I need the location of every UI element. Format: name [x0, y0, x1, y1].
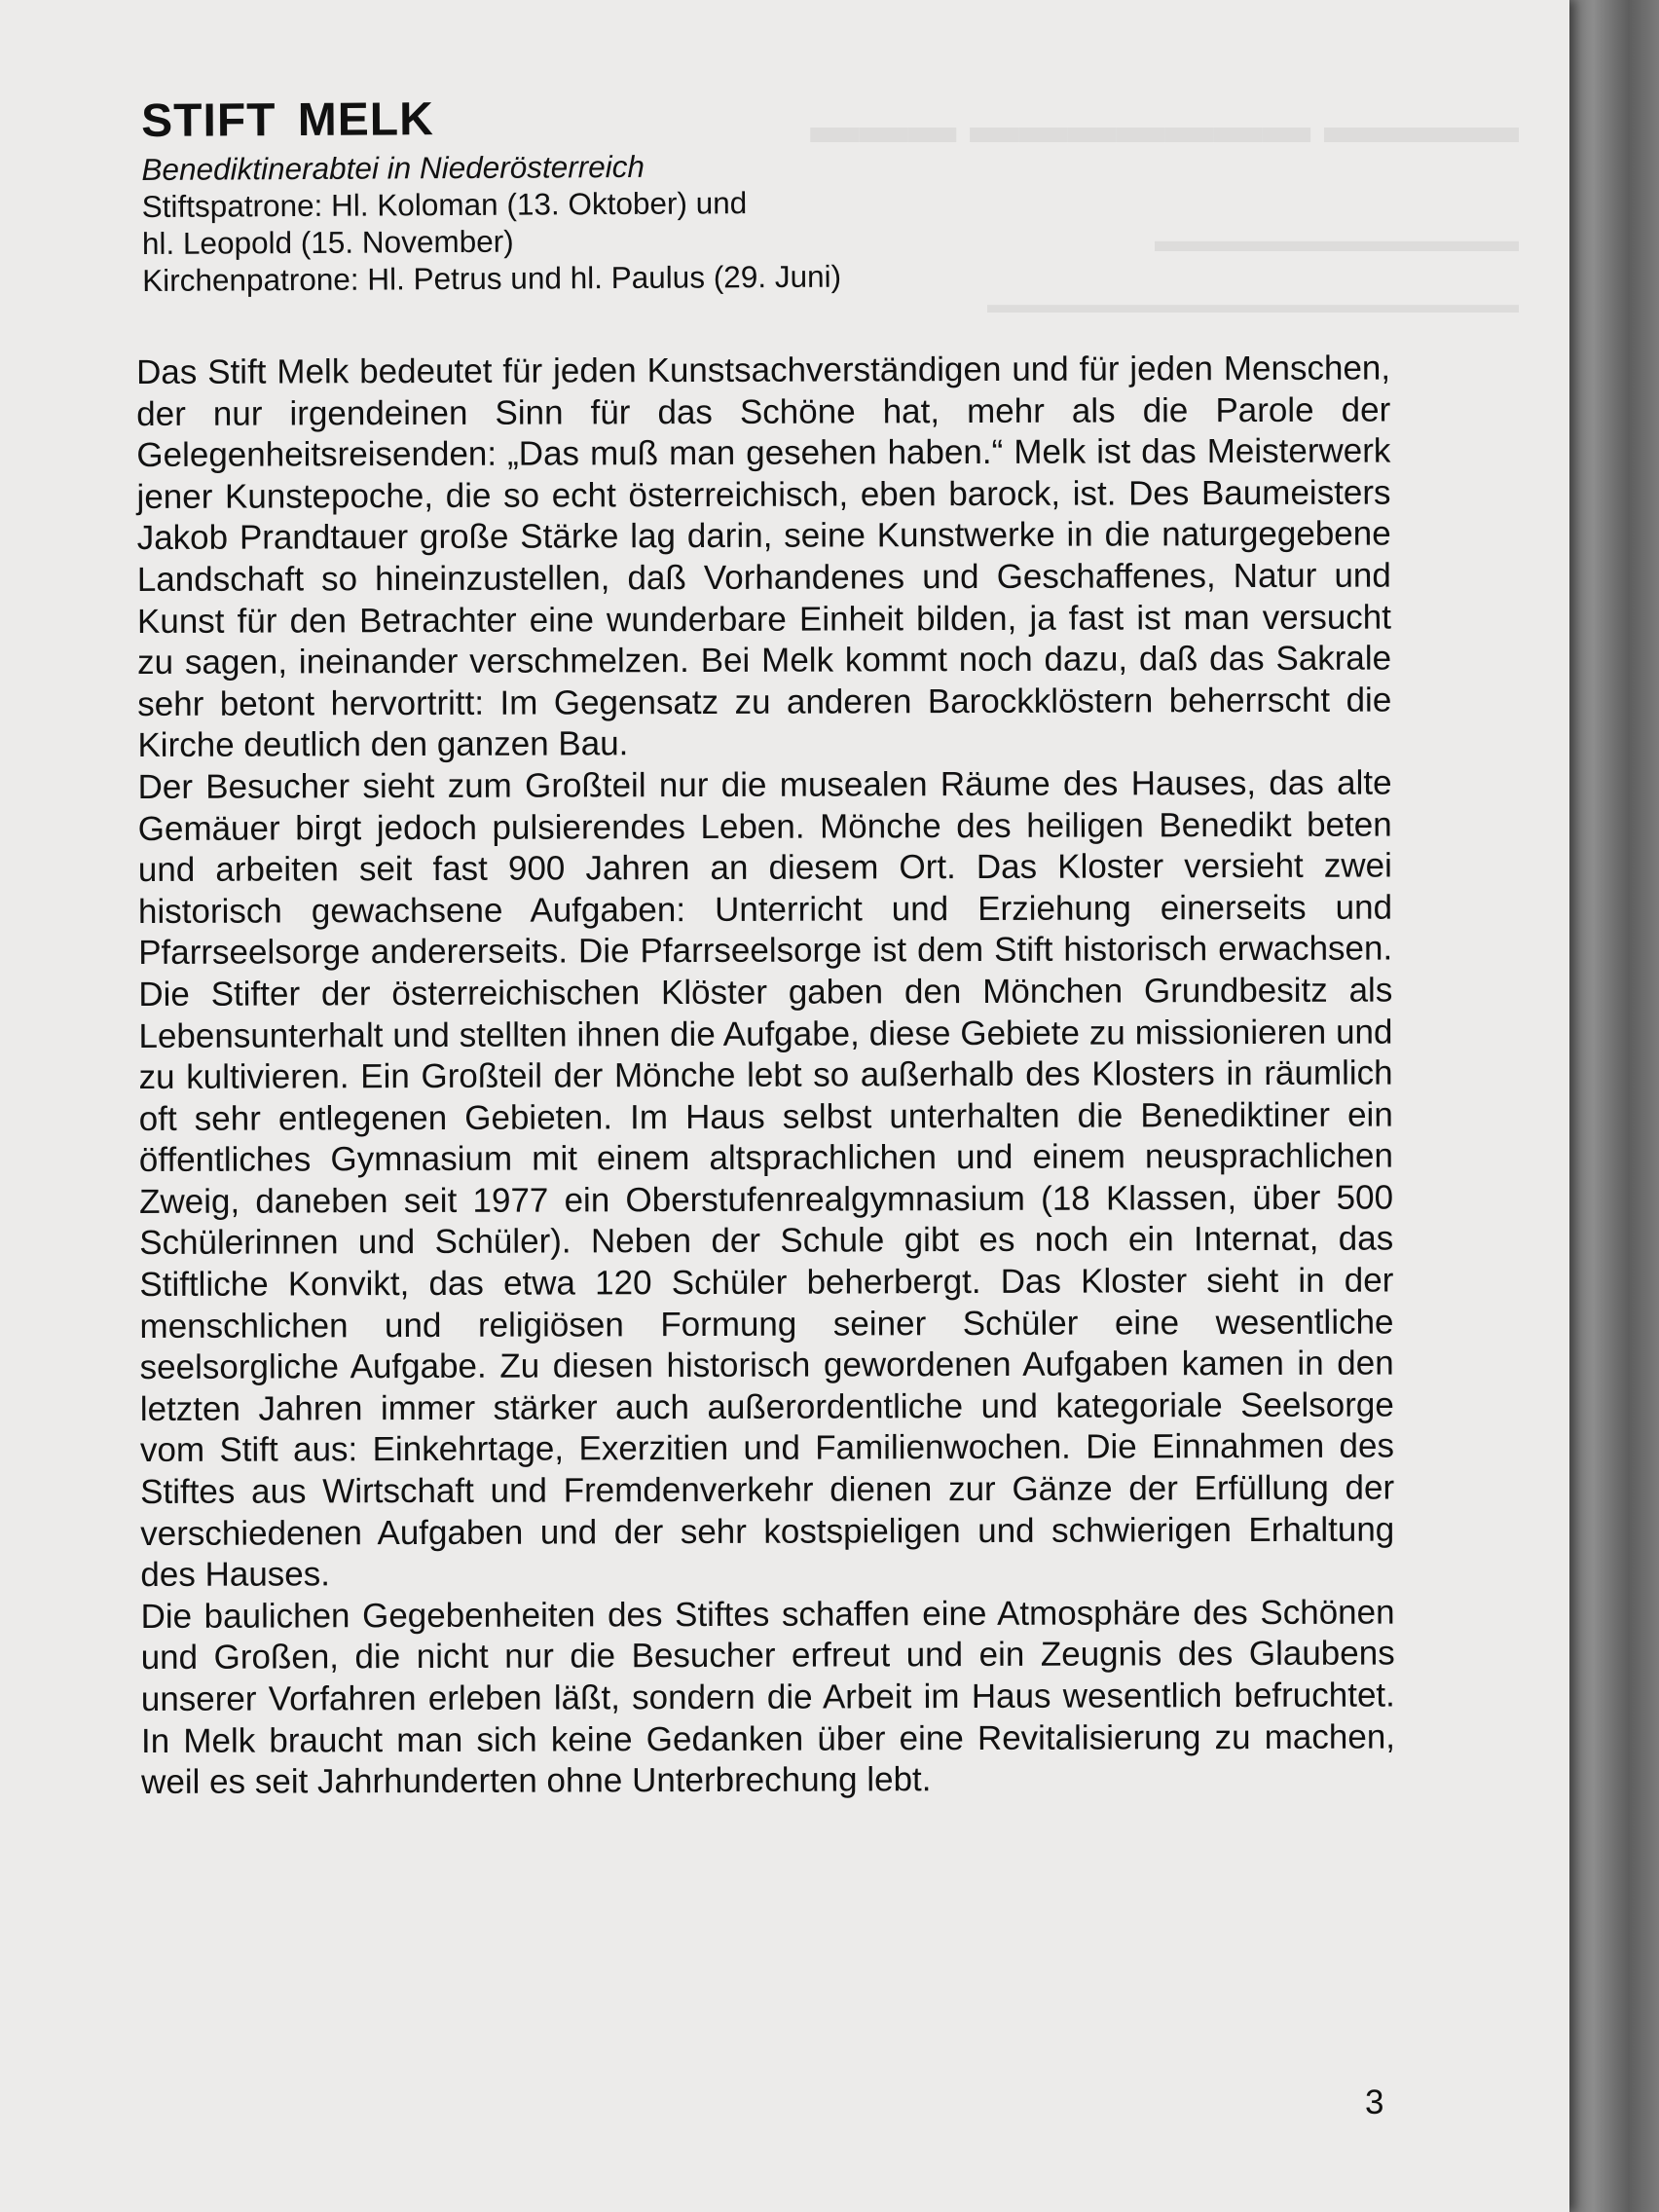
scan-backdrop [1558, 0, 1659, 2212]
patron-line-1: Stiftspatrone: Hl. Koloman (13. Oktober) und [141, 185, 748, 224]
page-title: STIFT MELK [141, 93, 434, 147]
body-text [136, 349, 1395, 1804]
bleed-through-shadow: ▬▬▬▬ ▬▬▬▬▬▬▬ ▬▬▬ ▬▬▬▬▬▬▬▬▬▬▬ ▬▬▬▬▬▬▬▬▬▬▬▬▬▬▬▬▬▬▬▬▬ [810, 98, 1519, 318]
paragraph-3: Die baulichen Gegebenheiten des Stiftes schaffen eine Atmosphäre des Schönen und Großen, die nicht nur die Besucher erfreut und ein Zeugnis des Glaubens unserer Vorfahren erleben läßt, sondern die Arbeit im Haus wesentlich befruchtet. In Melk braucht man sich keine Gedanken über eine Revitalisierung zu machen, weil es seit Jahrhunderten ohne Unterbrechung lebt. [140, 1593, 1396, 1802]
subtitle: Benediktinerabtei in Niederösterreich [141, 148, 645, 187]
page-number: 3 [1365, 2083, 1384, 2121]
document-header [141, 88, 1018, 299]
patron-line-3: Kirchenpatrone: Hl. Petrus und hl. Paulus (29. Juni) [142, 258, 842, 298]
paragraph-1: Das Stift Melk bedeutet für jeden Kunstsachverständigen und für jeden Menschen, der nur irgendeinen Sinn für das Schöne hat, mehr als die Parole der Gelegenheitsreisenden: „Das muß man gesehen haben.“ Melk ist das Meisterwerk jener Kunstepoche, die so echt österreichisch, eben barock, ist. Des Baumeisters Jakob Prandtauer große Stärke lag darin, seine Kunstwerke in die naturgegebene Landschaft so hineinzustellen, daß Vorhandenes und Geschaffenes, Natur und Kunst für den Betrachter eine wunderbare Einheit bilden, ja fast ist man versucht zu sagen, ineinander verschmelzen. Bei Melk kommt noch dazu, daß das Sakrale sehr betont hervortritt: Im Gegensatz zu anderen Barockklöstern beherrscht die Kirche deutlich den ganzen Bau. [136, 349, 1392, 765]
patron-line-2: hl. Leopold (15. November) [141, 223, 514, 261]
paragraph-2: Der Besucher sieht zum Großteil nur die musealen Räume des Hauses, das alte Gemäuer birgt jedoch pulsierendes Leben. Mönche des heiligen Benedikt beten und arbeiten seit fast 900 Jahren an diesem Ort. Das Kloster versieht zwei historisch gewachsene Aufgaben: Unterricht und Erziehung einerseits und Pfarrseelsorge andererseits. Die Pfarrseelsorge ist dem Stift historisch erwachsen. Die Stifter der österreichischen Klöster gaben den Mönchen Grundbesitz als Lebensunterhalt und stellten ihnen die Aufgabe, diese Gebiete zu missionieren und zu kultivieren. Ein Großteil der Mönche lebt so außerhalb des Klosters in räumlich oft sehr entlegenen Gebieten. Im Haus selbst unterhalten die Benediktiner ein öffentliches Gymnasium mit einem altsprachlichen und einem neusprachlichen Zweig, daneben seit 1977 ein Oberstufenrealgymnasium (18 Klassen, über 500 Schülerinnen und Schüler). Neben der Schule gibt es noch ein Internat, das Stiftliche Konvikt, das etwa 120 Schüler beherbergt. Das Kloster sieht in der menschlichen und religiösen Formung seiner Schüler eine wesentliche seelsorgliche Aufgabe. Zu diesen historisch gewordenen Aufgaben kamen in den letzten Jahren immer stärker auch außerordentliche und kategoriale Seelsorge vom Stift aus: Einkehrtage, Exerzitien und Familienwochen. Die Einnahmen des Stiftes aus Wirtschaft und Fremdenverkehr dienen zur Gänze der Erfüllung der verschiedenen Aufgaben und der sehr kostspieligen und schwierigen Erhaltung des Hauses. [137, 763, 1395, 1595]
